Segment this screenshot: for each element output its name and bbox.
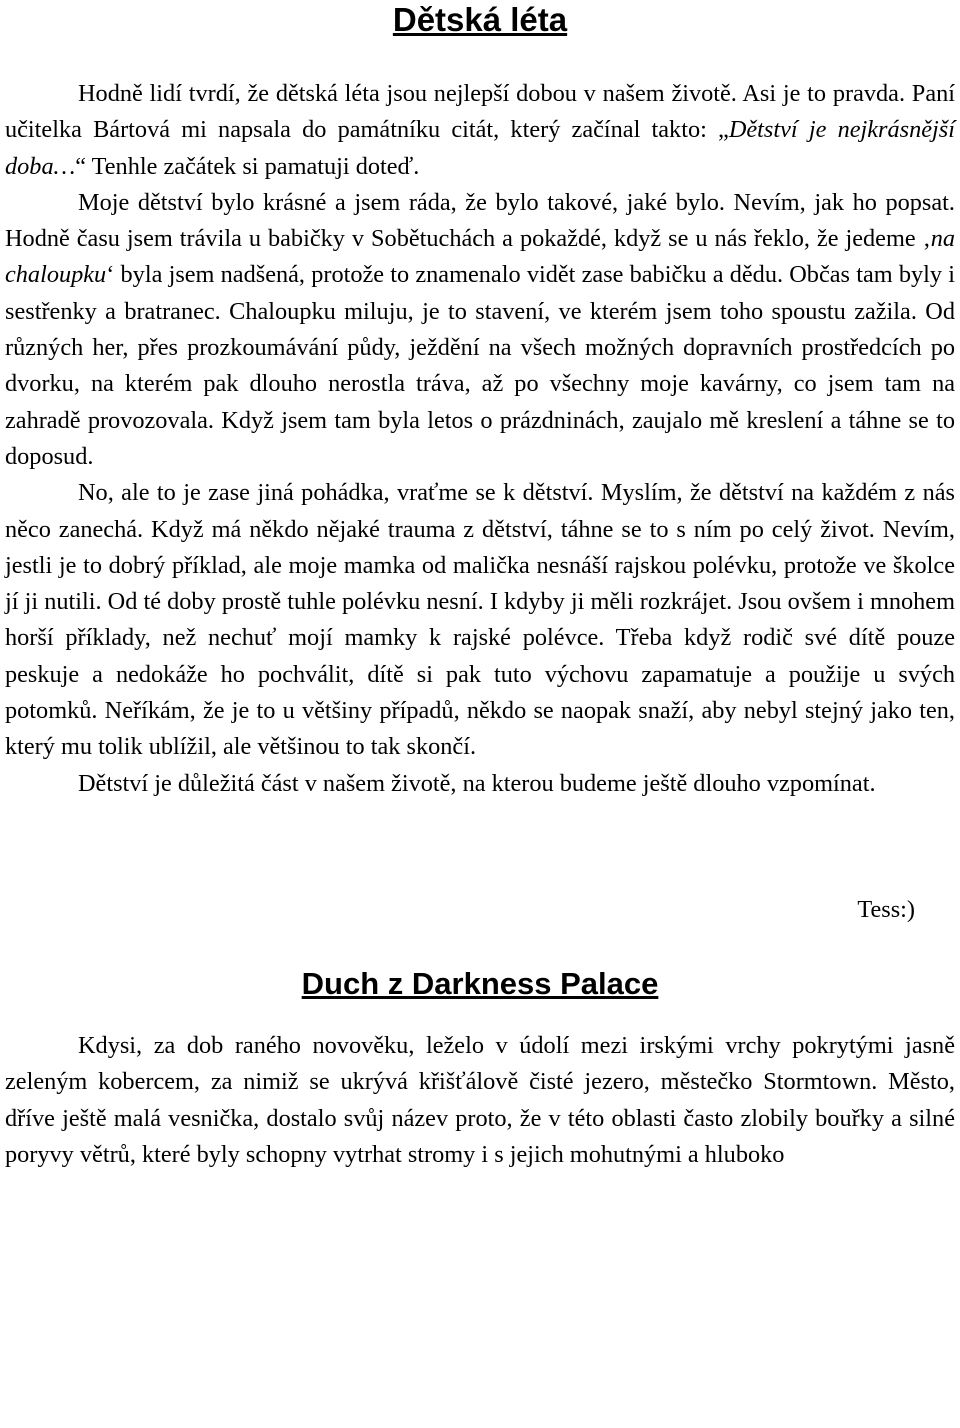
- author-signature: Tess:): [857, 895, 915, 923]
- paragraph: [5, 1028, 955, 1174]
- paragraph: [5, 76, 955, 185]
- article-body: [5, 1028, 955, 1174]
- text-run: Dětství je důležitá část v našem životě, na kterou budeme ještě dlouho vzpomínat.: [78, 769, 876, 797]
- text-run: Moje dětství bylo krásné a jsem ráda, že bylo takové, jaké bylo. Nevím, jak ho popsat. Hodně času jsem trávila u babičky v Sobětuchách a pokaždé, když se u nás řeklo, že jedeme ‚: [5, 188, 955, 253]
- quote-italic: na chaloupku: [5, 225, 955, 289]
- text-run: No, ale to je zase jiná pohádka, vraťme se k dětství. Myslím, že dětství na každém z nás něco zanechá. Když má někdo nějaké trauma z dětství, táhne se to s ním po celý život. Nevím, jestli je to dobrý příklad, ale moje mamka od malička nesnáší rajskou polévku, protože ve školce jí ji nutili. Od té doby prostě tuhle polévku nesní. I kdyby ji měli rozkrájet. Jsou ovšem i mnohem horší příklady, než nechuť mojí mamky k rajské polévce. Třeba když rodič své dítě pouze peskuje a nedokáže ho pochválit, dítě si pak tuto výchovu zapamatuje a použije u svých potomků. Neříkám, že je to u většiny případů, někdo se naopak snaží, aby nebyl stejný jako ten, který mu tolik ublížil, ale většinou to tak skončí.: [5, 479, 955, 761]
- article-title: Duch z Darkness Palace: [301, 965, 659, 1001]
- article-title: Dětská léta: [392, 1, 568, 38]
- paragraph: [5, 185, 955, 475]
- text-run: ‘ byla jsem nadšená, protože to znamenalo vidět zase babičku a dědu. Občas tam byly i sestřenky a bratranec. Chaloupku miluju, je to stavení, ve kterém jsem toho spoustu zažila. Od různých her, přes prozkoumávání půdy, ježdění na všech možných dopravních prostředcích po dvorku, na kterém pak dlouho nerostla tráva, až po všechny moje kavárny, co jsem tam na zahradě provozovala. Když jsem tam byla letos o prázdninách, zaujalo mě kreslení a táhne se to doposud.: [5, 261, 955, 470]
- text-run: “ Tenhle začátek si pamatuji doteď.: [75, 152, 420, 180]
- text-run: Hodně lidí tvrdí, že dětská léta jsou nejlepší dobou v našem životě. Asi je to pravda. Paní učitelka Bártová mi napsala do památníku citát, který začínal takto: „: [5, 80, 955, 144]
- quote-italic: Dětství je nejkrásnější doba…: [5, 116, 956, 180]
- text-run: Kdysi, za dob raného novověku, leželo v údolí mezi irskými vrchy pokrytými jasně zeleným kobercem, za nimiž se ukrývá křišťálově čisté jezero, městečko Stormtown. Město, dříve ještě malá vesnička, dostalo svůj název proto, že v této oblasti často zlobily bouřky a silné poryvy větrů, které byly schopny vytrhat stromy i s jejich mohutnými a hluboko: [5, 1031, 955, 1169]
- paragraph: [5, 475, 955, 765]
- article-body: [5, 76, 955, 802]
- paragraph: [5, 766, 955, 802]
- document-page: [5, 0, 955, 1174]
